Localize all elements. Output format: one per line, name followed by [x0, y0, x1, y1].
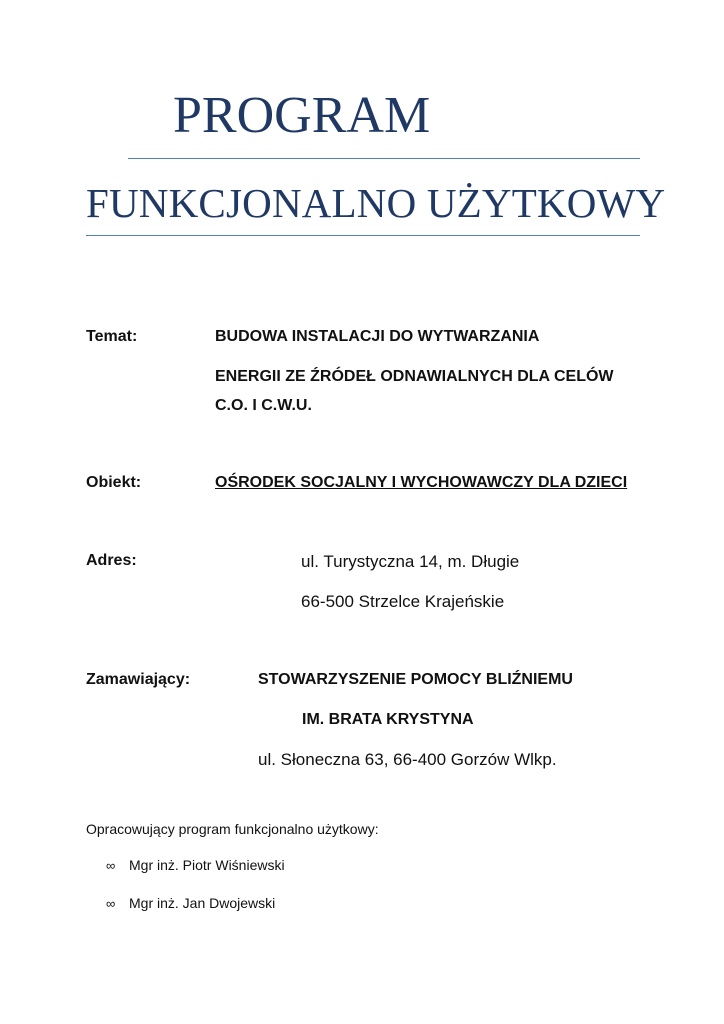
temat-line-2: ENERGII ZE ŹRÓDEŁ ODNAWIALNYCH DLA CELÓW [215, 368, 614, 385]
infinity-bullet-icon: ∞ [106, 858, 116, 873]
zamawiajacy-name-cont: IM. BRATA KRYSTYNA [302, 711, 474, 728]
temat-line-3: C.O. I C.W.U. [215, 397, 312, 414]
zamawiajacy-name: STOWARZYSZENIE POMOCY BLIŹNIEMU [258, 671, 573, 688]
title-divider-bottom [86, 235, 640, 236]
zamawiajacy-address: ul. Słoneczna 63, 66-400 Gorzów Wlkp. [258, 750, 557, 769]
authors-heading: Opracowujący program funkcjonalno użytkowy: [86, 821, 379, 837]
document-title-functional-utility: FUNKCJONALNO UŻYTKOWY [86, 180, 666, 226]
obiekt-value: OŚRODEK SOCJALNY I WYCHOWAWCZY DLA DZIECI [215, 474, 628, 491]
author-item: Mgr inż. Piotr Wiśniewski [129, 857, 285, 873]
temat-label: Temat: [86, 328, 138, 345]
infinity-bullet-icon: ∞ [106, 896, 116, 911]
document-title-program: PROGRAM [173, 87, 431, 144]
temat-line-1: BUDOWA INSTALACJI DO WYTWARZANIA [215, 328, 540, 345]
obiekt-label: Obiekt: [86, 474, 142, 491]
zamawiajacy-label: Zamawiający: [86, 671, 191, 688]
author-item: Mgr inż. Jan Dwojewski [129, 895, 276, 911]
adres-label: Adres: [86, 552, 137, 569]
adres-postal: 66-500 Strzelce Krajeńskie [301, 592, 505, 611]
adres-street: ul. Turystyczna 14, m. Długie [301, 552, 520, 571]
title-divider-top [128, 158, 640, 159]
